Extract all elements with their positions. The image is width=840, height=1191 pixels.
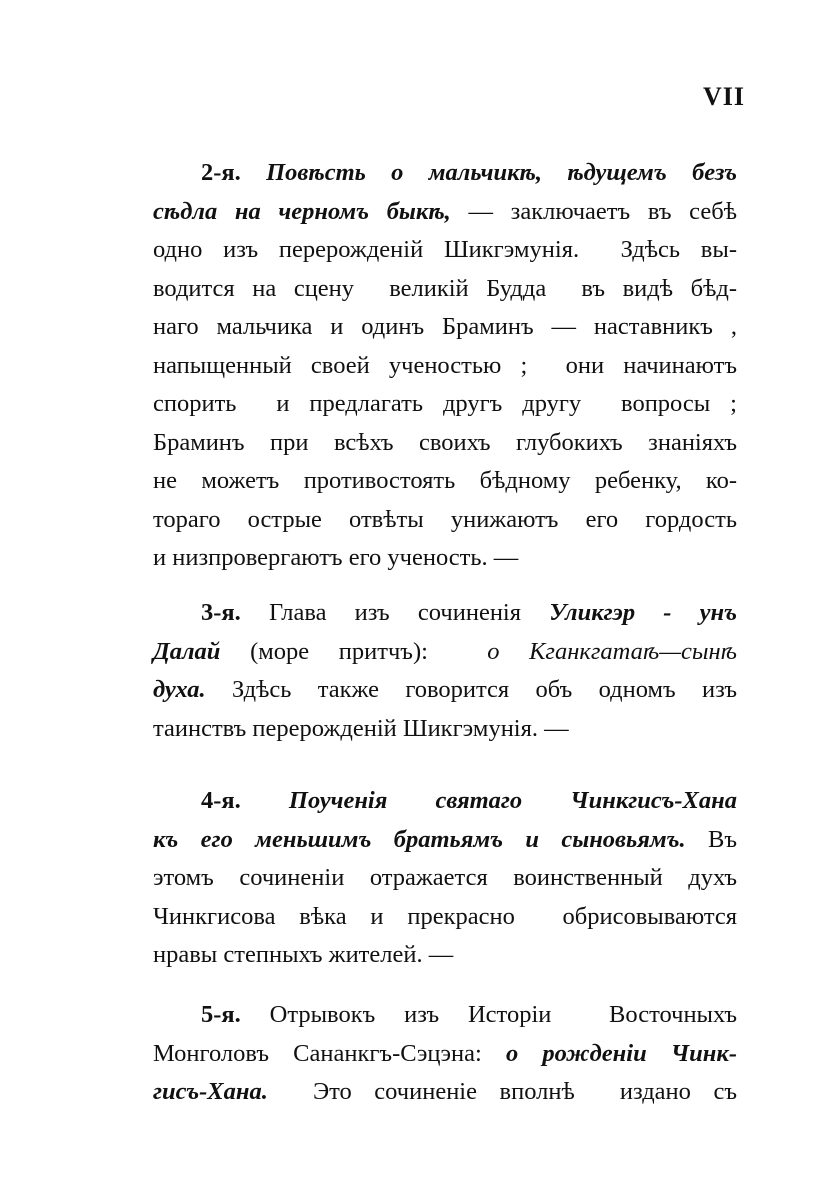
text-line	[153, 1035, 737, 1074]
text-line	[153, 996, 737, 1035]
text-line	[153, 633, 737, 672]
text-run: — заключаетъ въ себѣ	[450, 197, 737, 225]
text-line	[153, 385, 737, 424]
text-line	[153, 859, 737, 898]
text-run: духа.	[153, 676, 206, 703]
text-run: 5-я.	[201, 1001, 270, 1028]
text-line	[153, 270, 737, 309]
text-line	[153, 710, 737, 749]
text-run: Монголовъ Сананкгъ-Сэцэна:	[153, 1039, 506, 1067]
text-line	[153, 347, 737, 386]
text-run: одно изъ перерожденій Шикгэмунія. Здѣсь вы-	[153, 236, 737, 263]
text-line	[153, 424, 737, 463]
text-line	[153, 936, 737, 975]
text-run: сѣдла на черномъ быкѣ,	[153, 197, 451, 225]
text-line	[153, 231, 737, 270]
paragraph-item-2	[153, 154, 737, 578]
text-run: нравы степныхъ жителей. —	[153, 941, 454, 968]
page-number: VII	[703, 82, 746, 111]
text-run: (море притчъ):	[220, 637, 488, 665]
text-run: Чинкгисова вѣка и прекрасно обрисовываются	[153, 902, 737, 930]
text-run: о Кганкгатаѣ—сынѣ	[487, 637, 737, 665]
text-line	[153, 193, 737, 232]
text-run: 3-я.	[201, 599, 269, 626]
text-run: Въ	[685, 825, 737, 853]
text-run: 2-я.	[201, 159, 267, 186]
text-line	[153, 539, 737, 578]
text-run: къ его меньшимъ братьямъ и сыновьямъ.	[153, 825, 686, 853]
text-run: гисъ-Хана.	[153, 1078, 268, 1105]
paragraph-item-5	[153, 996, 737, 1112]
text-line	[153, 1073, 737, 1112]
text-line	[153, 308, 737, 347]
text-line	[153, 821, 737, 860]
text-line	[153, 671, 737, 710]
text-run: и низпровергаютъ его ученость. —	[153, 544, 519, 571]
text-line	[153, 154, 737, 193]
paragraph-item-4	[153, 782, 737, 975]
text-run: Это сочиненіе вполнѣ издано съ	[267, 1078, 737, 1105]
text-run: Глава изъ сочиненія	[268, 599, 550, 626]
text-run: таинствъ перерожденій Шикгэмунія. —	[153, 714, 569, 742]
text-run: наго мальчика и одинъ Браминъ — наставникъ ,	[153, 313, 737, 340]
text-line	[153, 594, 737, 633]
text-run: водится на сцену великій Будда въ видѣ бѣд-	[153, 274, 737, 302]
text-run: тораго острые отвѣты унижаютъ его гордость	[153, 505, 737, 533]
text-run: о рожденіи Чинк-	[506, 1039, 737, 1067]
text-run: Далай	[153, 637, 221, 665]
text-line	[153, 462, 737, 501]
text-run: Отрывокъ изъ Исторіи Восточныхъ	[269, 1001, 737, 1028]
text-run: этомъ сочиненіи отражается воинственный духъ	[153, 864, 737, 891]
text-run: Поученія святаго Чинкгисъ-Хана	[288, 787, 737, 814]
text-run: Повѣсть о мальчикѣ, ѣдущемъ безъ	[266, 159, 737, 186]
paragraph-item-3	[153, 594, 737, 748]
text-run: 4-я.	[201, 787, 289, 814]
text-run: напыщенный своей ученостью ; они начинаютъ	[153, 351, 737, 379]
text-run: Здѣсь также говорится объ одномъ изъ	[205, 676, 737, 703]
text-line	[153, 501, 737, 540]
text-run: Уликгэр - унъ	[549, 599, 737, 626]
text-line	[153, 898, 737, 937]
text-run: спорить и предлагать другъ другу вопросы ;	[153, 390, 737, 417]
text-run: не можетъ противостоять бѣдному ребенку, ко-	[153, 467, 737, 494]
text-line	[153, 782, 737, 821]
text-run: Браминъ при всѣхъ своихъ глубокихъ знаніяхъ	[153, 428, 737, 456]
